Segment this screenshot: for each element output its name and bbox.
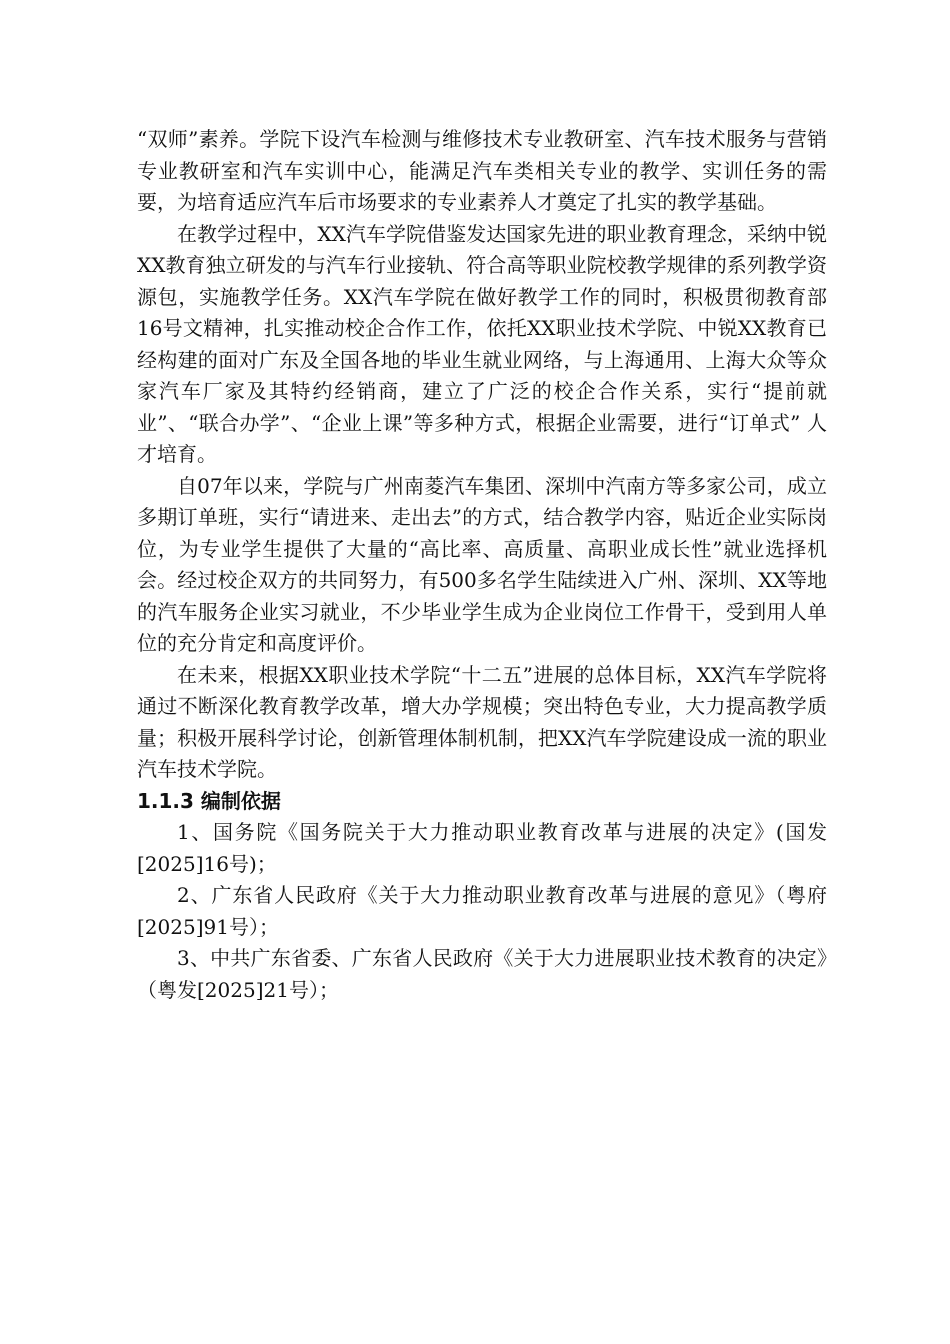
- basis-item-2: 2、广东省人民政府《关于大力推动职业教育改革与进展的意见》（粤府[2025]91号）；: [137, 883, 827, 939]
- paragraph-order-classes: 自07年以来，学院与广州南菱汽车集团、深圳中汽南方等多家公司，成立多期订单班，实行“请进来、走出去”的方式，结合教学内容，贴近企业实际岗位，为专业学生提供了大量的“高比率、高质量、高职业成长性”就业选择机会。经过校企双方的共同努力，有500多名学生陆续进入广州、深圳、XX等地的汽车服务企业实习就业，不少毕业学生成为企业岗位工作骨干，受到用人单位的充分肯定和高度评价。: [137, 473, 827, 655]
- basis-item-3: 3、中共广东省委、广东省人民政府《关于大力进展职业技术教育的决定》（粤发[2025]21号）；: [137, 946, 827, 1002]
- paragraph-teaching-process: 在教学过程中，XX汽车学院借鉴发达国家先进的职业教育理念，采纳中锐XX教育独立研发的与汽车行业接轨、符合高等职业院校教学规律的系列教学资源包，实施教学任务。XX汽车学院在做好教学工作的同时，积极贯彻教育部16号文精神，扎实推动校企合作工作，依托XX职业技术学院、中锐XX教育已经构建的面对广东及全国各地的毕业生就业网络，与上海通用、上海大众等众家汽车厂家及其特约经销商，建立了广泛的校企合作关系，实行“提前就业”、“联合办学”、“企业上课”等多种方式，根据企业需要，进行“订单式” 人才培育。: [137, 221, 827, 466]
- paragraph-continuation: “双师”素养。学院下设汽车检测与维修技术专业教研室、汽车技术服务与营销专业教研室和汽车实训中心，能满足汽车类相关专业的教学、实训任务的需要，为培育适应汽车后市场要求的专业素养人才奠定了扎实的教学基础。: [137, 127, 827, 214]
- document-body: [137, 124, 827, 1006]
- paragraph-future-goals: 在未来，根据XX职业技术学院“十二五”进展的总体目标，XX汽车学院将通过不断深化教育教学改革，增大办学规模；突出特色专业，大力提高教学质量；积极开展科学讨论，创新管理体制机制，把XX汽车学院建设成一流的职业汽车技术学院。: [137, 662, 827, 781]
- basis-item-1: 1、国务院《国务院关于大力推动职业教育改革与进展的决定》(国发[2025]16号)；: [137, 820, 827, 876]
- section-heading: 1.1.3 编制依据: [137, 788, 281, 813]
